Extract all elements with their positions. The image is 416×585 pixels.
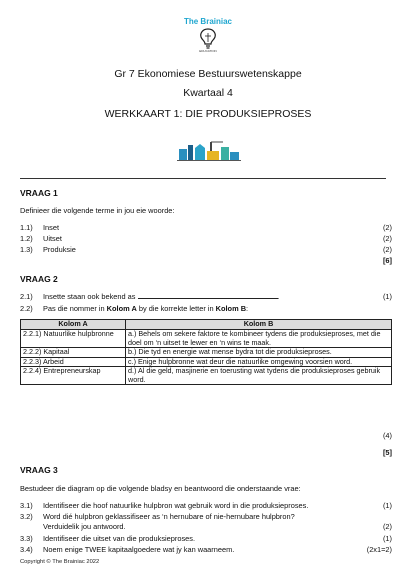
table-header-row xyxy=(21,320,392,330)
copyright-footer: Copyright © The Brainiac 2022 xyxy=(20,559,100,565)
header-divider xyxy=(20,178,386,179)
column-b-header: Kolom B xyxy=(126,320,392,330)
column-b-cell: c.) Enige hulpbronne wat deur die natuurlike omgewing voorsien word. xyxy=(126,357,392,367)
table-row xyxy=(21,367,392,385)
term-label: Kwartaal 4 xyxy=(183,87,233,99)
column-a-cell: 2.2.3) Arbeid xyxy=(21,357,126,367)
answer-blank[interactable] xyxy=(138,292,278,299)
column-a-cell: 2.2.1) Natuurlike hulpbronne xyxy=(21,330,126,348)
table-row xyxy=(21,348,392,358)
q1-instruction: Definieer die volgende terme in jou eie woorde: xyxy=(20,206,175,215)
column-a-cell: 2.2.2) Kapitaal xyxy=(21,348,126,358)
subject-title: Gr 7 Ekonomiese Bestuurswetenskappe xyxy=(114,68,302,80)
brand-name: The Brainiac xyxy=(183,17,232,26)
q3-instruction: Bestudeer die diagram op die volgende bladsy en beantwoord die onderstaande vrae: xyxy=(20,484,301,493)
matching-table xyxy=(20,319,392,385)
q3-heading: VRAAG 3 xyxy=(20,465,58,475)
column-a-header: Kolom A xyxy=(21,320,126,330)
column-b-cell: a.) Behels om sekere faktore te kombineer tydens die produksieproses, met die doel om ‘n uitset te lewer en ‘n wins te maak. xyxy=(126,330,392,348)
factory-illustration xyxy=(177,139,241,161)
table-row xyxy=(21,330,392,348)
worksheet-title: WERKKAART 1: DIE PRODUKSIEPROSES xyxy=(104,108,312,120)
column-b-cell: d.) Al die geld, masjinerie en toerusting wat tydens die produksieproses gebruik word. xyxy=(126,367,392,385)
logo-caption: EDUCATION xyxy=(199,49,217,53)
q1-heading: VRAAG 1 xyxy=(20,188,58,198)
column-b-cell: b.) Die tyd en energie wat mense bydra tot die produksieproses. xyxy=(126,348,392,358)
q2-heading: VRAAG 2 xyxy=(20,274,58,284)
column-a-cell: 2.2.4) Entrepreneurskap xyxy=(21,367,126,385)
